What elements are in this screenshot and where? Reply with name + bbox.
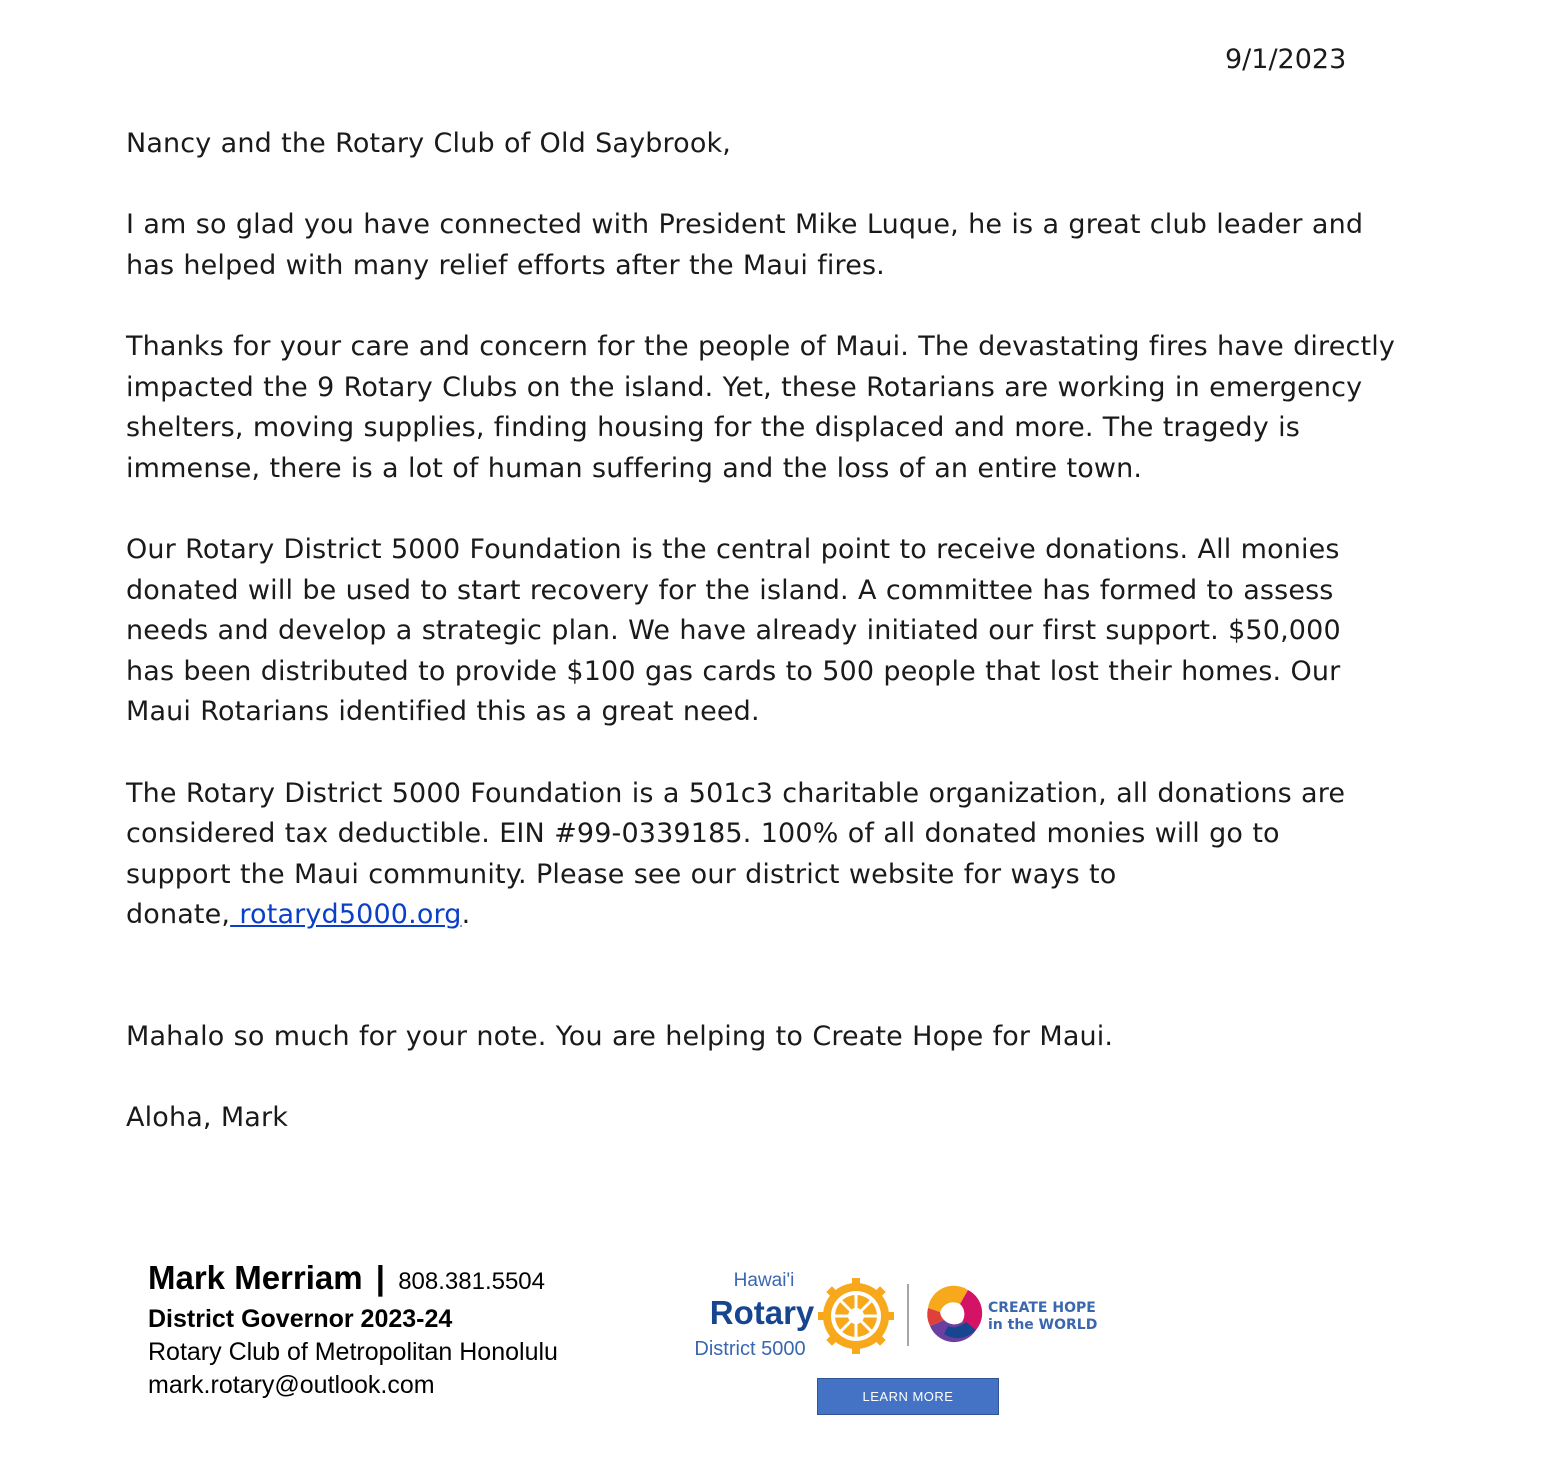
paragraph-2 xyxy=(126,327,1456,489)
signature-name: Mark Merriam xyxy=(148,1259,363,1296)
salutation xyxy=(126,124,1456,165)
paragraph-line: Thanks for your care and concern for the people of Maui. The devastating fires have directly xyxy=(126,330,1395,362)
paragraph-line: immense, there is a lot of human suffering and the loss of an entire town. xyxy=(126,452,1143,484)
paragraph-line: Our Rotary District 5000 Foundation is the central point to receive donations. All monies xyxy=(126,533,1340,565)
signature-title: District Governor 2023-24 xyxy=(148,1305,453,1333)
paragraph-line: impacted the 9 Rotary Clubs on the island. Yet, these Rotarians are working in emergency xyxy=(126,371,1363,403)
paragraph-line: has helped with many relief efforts after the Maui fires. xyxy=(126,249,885,281)
rotary-wheel-icon xyxy=(818,1278,894,1354)
signoff-text: Aloha, Mark xyxy=(126,1102,289,1134)
logo-rotary-text: Rotary xyxy=(709,1294,815,1331)
paragraph-line-with-link xyxy=(126,895,1456,936)
closing-text: Mahalo so much for your note. You are helping to Create Hope for Maui. xyxy=(126,1020,1114,1052)
paragraph-1 xyxy=(126,205,1456,286)
letter-date: 9/1/2023 xyxy=(1225,44,1347,75)
salutation-text: Nancy and the Rotary Club of Old Saybrook, xyxy=(126,128,732,159)
signature-email: mark.rotary@outlook.com xyxy=(148,1371,435,1399)
website-link[interactable]: rotaryd5000.org xyxy=(230,899,462,931)
learn-more-button[interactable]: LEARN MORE xyxy=(817,1378,999,1415)
email-signature xyxy=(148,1258,558,1402)
logo-hawaii-text: Hawai'i xyxy=(733,1270,795,1291)
closing-paragraph xyxy=(126,1017,1456,1058)
paragraph-line: support the Maui community. Please see our district website for ways to xyxy=(126,858,1117,890)
signature-separator: | xyxy=(375,1259,386,1296)
paragraph-line: I am so glad you have connected with President Mike Luque, he is a great club leader and xyxy=(126,209,1364,241)
paragraph-line: shelters, moving supplies, finding housing for the displaced and more. The tragedy is xyxy=(126,412,1300,444)
link-period: . xyxy=(461,899,471,931)
signature-name-row xyxy=(148,1258,558,1302)
letter-body xyxy=(126,124,1456,1179)
create-hope-icon xyxy=(927,1286,982,1342)
paragraph-line: has been distributed to provide $100 gas cards to 500 people that lost their homes. Our xyxy=(126,655,1341,687)
paragraph-3 xyxy=(126,530,1456,733)
logo-district-text: District 5000 xyxy=(694,1338,806,1360)
paragraph-line: Maui Rotarians identified this as a great need. xyxy=(126,696,760,728)
paragraph-line: considered tax deductible. EIN #99-0339185. 100% of all donated monies will go to xyxy=(126,818,1280,850)
paragraph-line: needs and develop a strategic plan. We have already initiated our first support. $50,000 xyxy=(126,615,1341,647)
paragraph-line: The Rotary District 5000 Foundation is a 501c3 charitable organization, all donations are xyxy=(126,777,1346,809)
paragraph-line: donated will be used to start recovery for the island. A committee has formed to assess xyxy=(126,574,1334,606)
rotary-logo-banner xyxy=(684,1266,1114,1366)
signature-phone: 808.381.5504 xyxy=(398,1268,545,1295)
paragraph-4 xyxy=(126,774,1456,936)
slogan-line-1: CREATE HOPE xyxy=(988,1300,1096,1316)
signoff xyxy=(126,1098,1456,1139)
slogan-line-2: in the WORLD xyxy=(988,1317,1098,1333)
rotary-district-logo xyxy=(684,1266,1114,1366)
donate-text: donate, xyxy=(126,899,231,931)
signature-club: Rotary Club of Metropolitan Honolulu xyxy=(148,1338,558,1366)
